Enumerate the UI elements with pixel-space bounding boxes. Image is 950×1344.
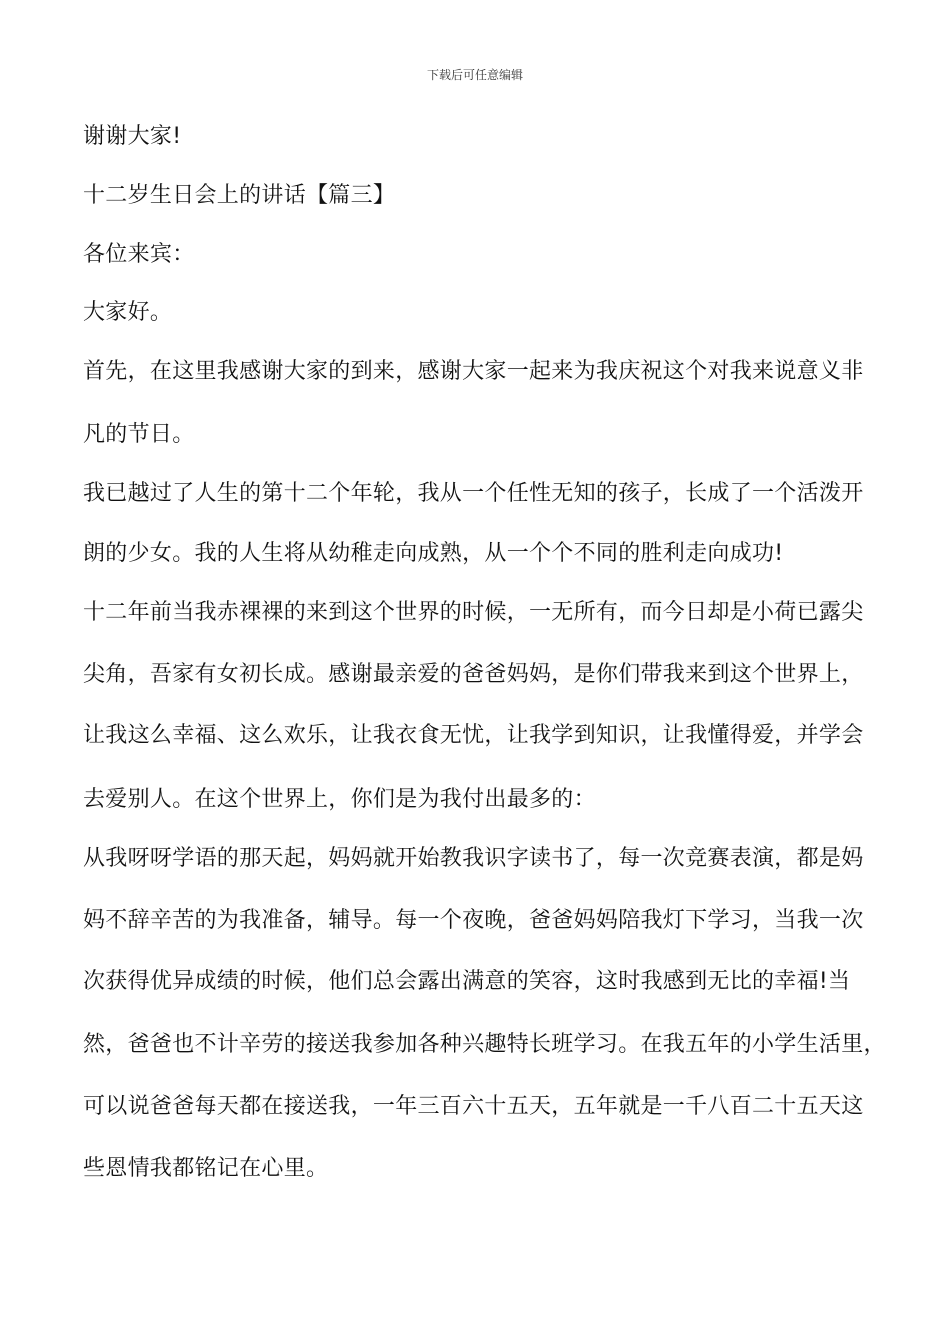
text-line: 去爱别人。在这个世界上，你们是为我付出最多的： — [83, 787, 596, 812]
text-line: 尖角，吾家有女初长成。感谢最亲爱的爸爸妈妈，是你们带我来到这个世界上， — [83, 662, 864, 687]
text-line: 些恩情我都铭记在心里。 — [83, 1156, 329, 1181]
text-line: 次获得优异成绩的时候，他们总会露出满意的笑容，这时我感到无比的幸福!当 — [83, 969, 851, 994]
text-line: 十二年前当我赤裸裸的来到这个世界的时候，一无所有，而今日却是小荷已露尖 — [83, 600, 864, 625]
text-line: 首先，在这里我感谢大家的到来，感谢大家一起来为我庆祝这个对我来说意义非 — [83, 359, 864, 384]
text-line: 我已越过了人生的第十二个年轮，我从一个任性无知的孩子，长成了一个活泼开 — [83, 481, 864, 506]
text-line: 各位来宾： — [83, 242, 195, 267]
text-line: 然，爸爸也不计辛劳的接送我参加各种兴趣特长班学习。在我五年的小学生活里， — [83, 1032, 886, 1057]
text-line: 妈不辞辛苦的为我准备，辅导。每一个夜晚，爸爸妈妈陪我灯下学习，当我一次 — [83, 908, 864, 933]
text-line: 大家好。 — [83, 300, 173, 325]
text-line: 谢谢大家! — [83, 124, 182, 149]
text-line: 让我这么幸福、这么欢乐，让我衣食无忧，让我学到知识，让我懂得爱，并学会 — [83, 723, 864, 748]
text-line: 凡的节日。 — [83, 422, 195, 447]
section-title: 十二岁生日会上的讲话【篇三】 — [83, 183, 396, 208]
text-line: 可以说爸爸每天都在接送我，一年三百六十五天，五年就是一千八百二十五天这 — [83, 1094, 864, 1119]
text-line: 从我呀呀学语的那天起，妈妈就开始教我识字读书了，每一次竞赛表演，都是妈 — [83, 846, 864, 871]
header-note: 下载后可任意编辑 — [426, 68, 523, 82]
text-line: 朗的少女。我的人生将从幼稚走向成熟，从一个个不同的胜利走向成功! — [83, 541, 784, 566]
